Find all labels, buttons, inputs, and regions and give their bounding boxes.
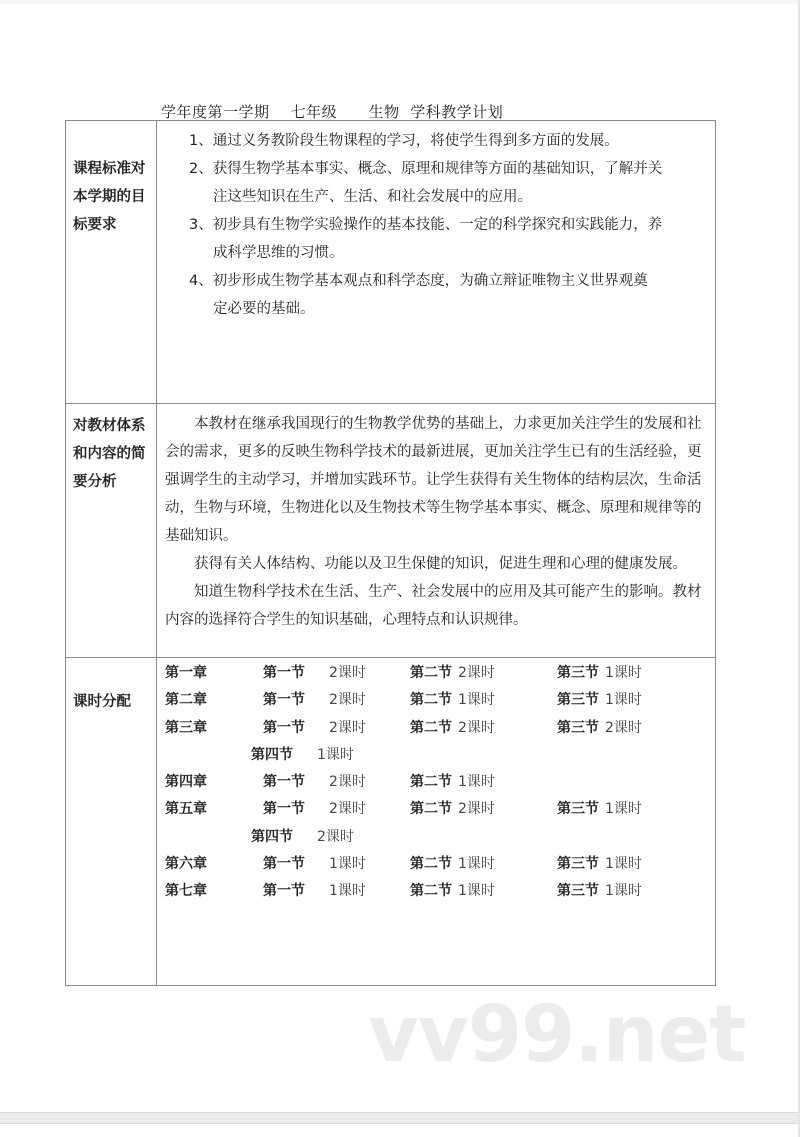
section-name: 第三节 [557, 692, 599, 709]
section-name: 第一节 [263, 856, 305, 873]
section-hours: 1课时 [458, 774, 495, 791]
section-name: 第二节 [410, 774, 452, 791]
section-hours: 1课时 [458, 692, 495, 709]
section-name: 第二节 [410, 801, 452, 818]
goals-label: 课程标准对本学期的目标要求 [66, 121, 157, 404]
table-row-goals [66, 121, 716, 404]
section-hours: 1课时 [329, 883, 366, 900]
section-name: 第一节 [263, 719, 305, 736]
section-name: 第四节 [251, 828, 293, 845]
section-name: 第三节 [557, 856, 599, 873]
hours-row-chapter-5-continued [165, 824, 709, 851]
table-row-hours [66, 658, 716, 986]
section-hours: 1课时 [605, 856, 642, 873]
goal-text: 获得生物学基本事实、概念、原理和规律等方面的基础知识，了解并关 [212, 161, 663, 177]
goal-item-3 [165, 211, 709, 267]
section-hours: 2课时 [317, 828, 354, 845]
goal-number: 1、 [189, 133, 213, 149]
hours-row-chapter-5 [165, 796, 709, 823]
section-name: 第二节 [410, 883, 452, 900]
hours-row-chapter-7 [165, 878, 709, 905]
goal-text-continued: 定必要的基础。 [213, 301, 315, 317]
chapter-name: 第五章 [165, 801, 207, 818]
page-separator-bar [0, 1112, 798, 1124]
section-hours: 1课时 [605, 665, 642, 681]
goal-text-continued: 成科学思维的习惯。 [213, 245, 344, 261]
chapter-name: 第一章 [165, 665, 207, 681]
hours-row-chapter-4 [165, 769, 709, 796]
section-name: 第一节 [263, 665, 305, 681]
page-top-edge [0, 0, 798, 4]
goal-text: 通过义务教阶段生物课程的学习，将使学生得到多方面的发展。 [212, 133, 619, 149]
goal-item-4 [165, 267, 709, 323]
section-name: 第一节 [263, 801, 305, 818]
chapter-name: 第六章 [165, 856, 207, 873]
section-hours: 2课时 [329, 801, 366, 818]
section-hours: 2课时 [458, 665, 495, 681]
section-hours: 1课时 [317, 746, 354, 763]
goal-item-2 [165, 155, 709, 211]
hours-row-chapter-1 [165, 660, 709, 687]
section-hours: 1课时 [605, 883, 642, 900]
goal-number: 4、 [189, 273, 213, 289]
goal-number: 3、 [189, 217, 213, 233]
chapter-name: 第三章 [165, 719, 207, 736]
section-name: 第二节 [410, 856, 452, 873]
section-hours: 2课时 [458, 801, 495, 818]
watermark: vv99.net [368, 990, 746, 1080]
section-hours: 2课时 [605, 719, 642, 736]
section-name: 第二节 [410, 692, 452, 709]
section-name: 第四节 [251, 746, 293, 763]
section-hours: 2课时 [329, 665, 366, 681]
section-hours: 2课时 [329, 719, 366, 736]
section-name: 第一节 [263, 883, 305, 900]
section-name: 第三节 [557, 883, 599, 900]
table-row-analysis [66, 404, 716, 658]
analysis-label: 对教材体系和内容的简要分析 [66, 404, 157, 658]
section-name: 第三节 [557, 665, 599, 681]
goal-text: 初步具有生物学实验操作的基本技能、一定的科学探究和实践能力，养 [212, 217, 663, 233]
hours-label: 课时分配 [66, 658, 157, 986]
section-hours: 1课时 [605, 801, 642, 818]
goals-content [157, 121, 716, 404]
hours-row-chapter-2 [165, 687, 709, 714]
section-name: 第一节 [263, 774, 305, 791]
teaching-plan-table [65, 120, 716, 986]
analysis-paragraph-2: 获得有关人体结构、功能以及卫生保健的知识，促进生理和心理的健康发展。 [194, 556, 687, 572]
section-name: 第三节 [557, 801, 599, 818]
goal-text: 初步形成生物学基本观点和科学态度，为确立辩证唯物主义世界观奠 [212, 273, 648, 289]
section-name: 第二节 [410, 719, 452, 736]
goal-item-1 [165, 127, 709, 155]
goal-text-continued: 注这些知识在生产、生活、和社会发展中的应用。 [213, 189, 532, 205]
chapter-name: 第七章 [165, 883, 207, 900]
goal-number: 2、 [189, 161, 213, 177]
section-hours: 1课时 [329, 856, 366, 873]
section-hours: 2课时 [458, 719, 495, 736]
hours-content [157, 658, 716, 986]
analysis-content [157, 404, 716, 658]
section-hours: 2课时 [329, 692, 366, 709]
hours-row-chapter-6 [165, 851, 709, 878]
analysis-paragraph-1: 本教材在继承我国现行的生物教学优势的基础上，力求更加关注学生的发展和社会的需求，更多的反映生物科学技术的最新进展，更加关注学生已有的生活经验，更强调学生的主动学习，并增加实践环节。让学生获得有关生物体的结构层次，生命活动，生物与环境，生物进化以及生物技术等生物学基本事实、概念、原理和规律等的基础知识。 [165, 416, 702, 544]
hours-row-chapter-3-continued [165, 742, 709, 769]
chapter-name: 第二章 [165, 692, 207, 709]
chapter-name: 第四章 [165, 774, 207, 791]
section-name: 第二节 [410, 665, 452, 681]
analysis-paragraph-3: 知道生物科学技术在生活、生产、社会发展中的应用及其可能产生的影响。教材内容的选择符合学生的知识基础，心理特点和认识规律。 [165, 584, 702, 628]
section-hours: 1课时 [605, 692, 642, 709]
section-name: 第三节 [557, 719, 599, 736]
document-title: 学年度第一学期 七年级 生物 学科教学计划 [161, 103, 504, 121]
section-hours: 2课时 [329, 774, 366, 791]
section-name: 第一节 [263, 692, 305, 709]
hours-row-chapter-3 [165, 715, 709, 742]
section-hours: 1课时 [458, 883, 495, 900]
section-hours: 1课时 [458, 856, 495, 873]
